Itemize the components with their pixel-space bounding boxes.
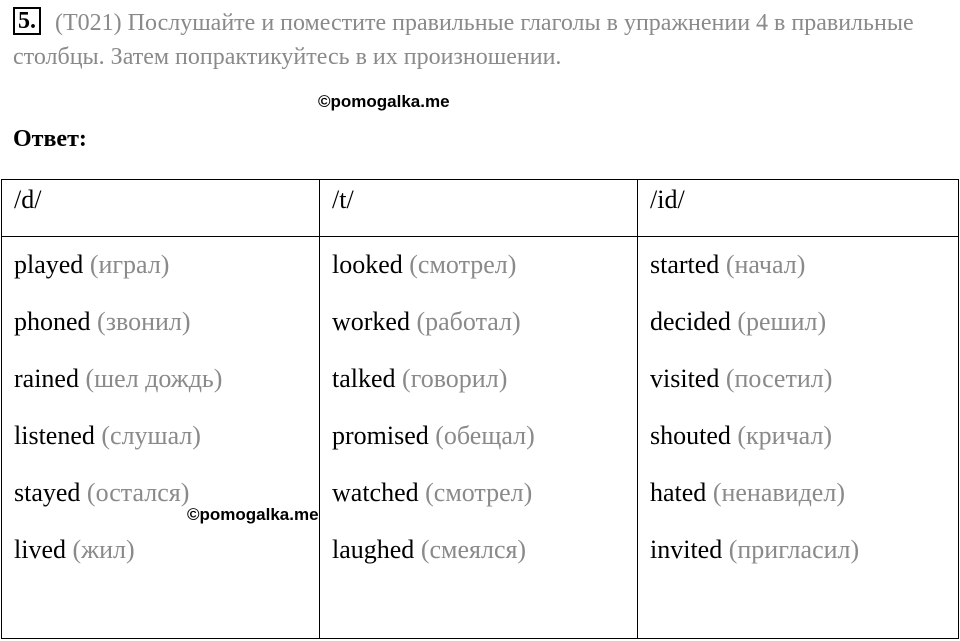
verb: looked [332, 250, 403, 279]
verb-translation: (кричал) [737, 421, 833, 450]
verb-translation: (шел дождь) [85, 364, 223, 393]
verb-item [332, 521, 637, 578]
verb: played [14, 250, 84, 279]
verb: rained [14, 364, 79, 393]
verb-item [650, 464, 958, 521]
verb-table [1, 179, 959, 639]
verb: decided [650, 307, 731, 336]
verb-item [14, 350, 319, 407]
verb-translation: (говорил) [402, 364, 508, 393]
watermark: ©pomogalka.me [187, 505, 319, 524]
header-id: /id/ [638, 180, 959, 237]
verb-item [650, 350, 958, 407]
verb-item [332, 464, 637, 521]
column-id [638, 237, 959, 639]
verb-translation: (посетил) [725, 364, 833, 393]
verb-item [14, 521, 319, 578]
verb: invited [650, 535, 723, 564]
verb-translation: (играл) [89, 250, 170, 279]
task-number: 5. [13, 7, 41, 35]
verb-translation: (начал) [725, 250, 806, 279]
verb: hated [650, 478, 707, 507]
verb: talked [332, 364, 396, 393]
verb-translation: (работал) [416, 307, 521, 336]
verb-item [332, 407, 637, 464]
column-t [320, 237, 638, 639]
task-text: (T021) Послушайте и поместите правильные глаголы в упражнении 4 в правильные столбцы. Затем попрактикуйтесь в их произношении. [13, 10, 914, 70]
verb: lived [14, 535, 66, 564]
verb-translation: (смотрел) [425, 478, 533, 507]
verb-item [650, 236, 958, 293]
verb-item [14, 293, 319, 350]
verb: started [650, 250, 720, 279]
verb-item [332, 236, 637, 293]
body-row [2, 237, 959, 639]
verb-translation: (слушал) [101, 421, 201, 450]
verb-item [14, 236, 319, 293]
answer-label: Ответ: [13, 126, 87, 152]
header-row [2, 180, 959, 237]
watermark: ©pomogalka.me [318, 92, 450, 111]
verb: visited [650, 364, 720, 393]
verb-item [332, 293, 637, 350]
verb-translation: (смеялся) [420, 535, 527, 564]
verb-item [332, 350, 637, 407]
verb: promised [332, 421, 429, 450]
verb: shouted [650, 421, 731, 450]
verb-translation: (остался) [86, 478, 190, 507]
verb-translation: (обещал) [435, 421, 535, 450]
verb: listened [14, 421, 95, 450]
verb-item [14, 407, 319, 464]
verb-item [650, 521, 958, 578]
verb-translation: (решил) [737, 307, 827, 336]
verb-translation: (жил) [72, 535, 135, 564]
verb-translation: (пригласил) [728, 535, 860, 564]
verb-item [650, 293, 958, 350]
verb: laughed [332, 535, 415, 564]
column-d [2, 237, 320, 639]
verb-translation: (ненавидел) [712, 478, 845, 507]
verb: phoned [14, 307, 91, 336]
verb-translation: (звонил) [97, 307, 191, 336]
verb-item [650, 407, 958, 464]
task-instruction [13, 6, 943, 74]
verb: stayed [14, 478, 81, 507]
header-t: /t/ [320, 180, 638, 237]
header-d: /d/ [2, 180, 320, 237]
verb: watched [332, 478, 419, 507]
verb: worked [332, 307, 410, 336]
verb-translation: (смотрел) [409, 250, 517, 279]
